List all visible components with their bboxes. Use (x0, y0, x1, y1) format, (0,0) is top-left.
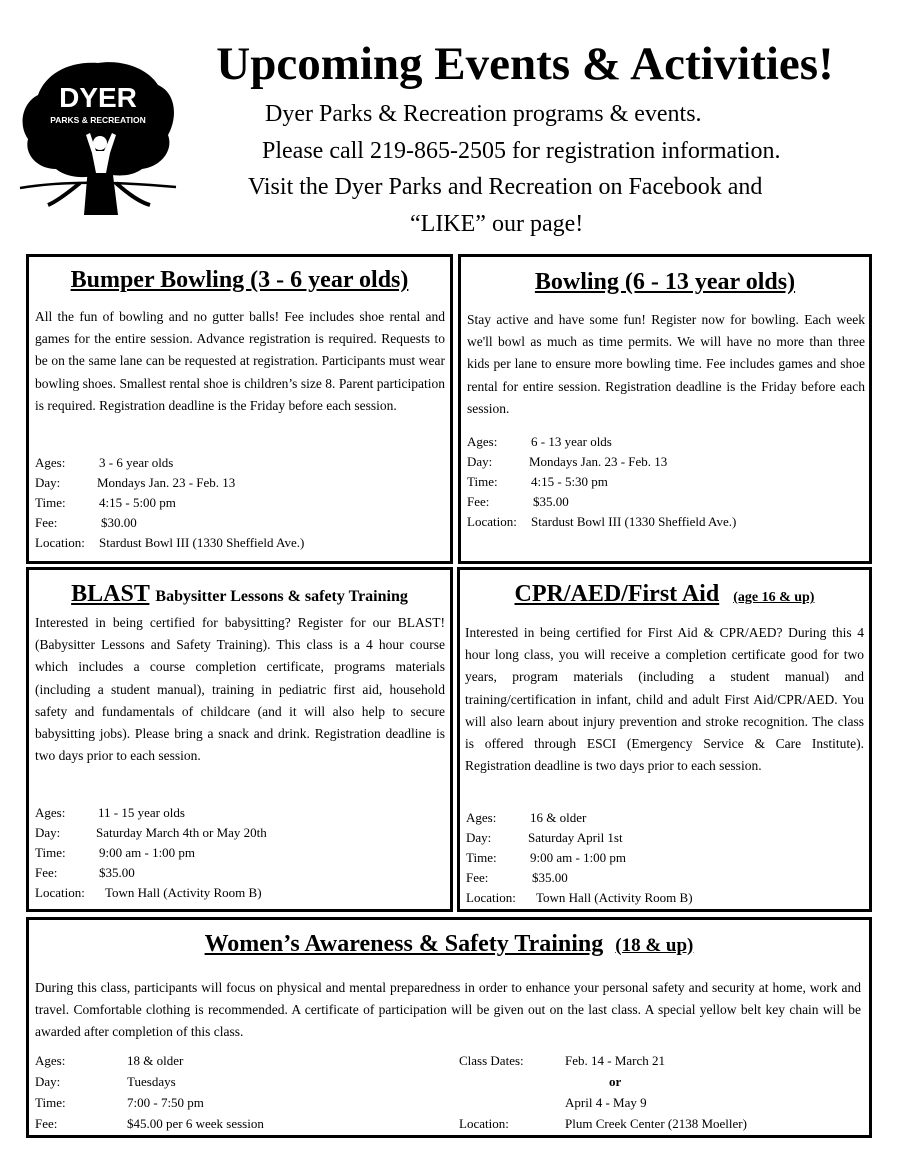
detail-row-ages: Ages: 6 - 13 year olds (467, 434, 612, 449)
detail-row-class-dates-2: April 4 - May 9 (565, 1095, 647, 1110)
detail-row-fee: Fee: $45.00 per 6 week session (35, 1116, 264, 1131)
detail-row-day: Day: Saturday March 4th or May 20th (35, 825, 267, 840)
bumper-bowling-section (26, 254, 453, 564)
bowling-details (467, 432, 865, 532)
detail-row-location: Location: Stardust Bowl III (1330 Sheffield Ave.) (35, 535, 305, 550)
womens-description: During this class, participants will focus on physical and mental preparedness in order to enhance your personal safety and security at home, work and travel. Comfortable clothing is recommended. A certificate of participation will be given out on the last class. A special yellow belt key chain will be awarded after completion of this class. (35, 980, 861, 1040)
detail-row-time: Time: 4:15 - 5:30 pm (467, 474, 608, 489)
womens-details (35, 1051, 455, 1135)
detail-row-location: Location: Stardust Bowl III (1330 Sheffield Ave.) (467, 514, 737, 529)
logo-text-parks: PARKS & RECREATION (50, 115, 146, 125)
blast-details (35, 803, 445, 903)
detail-row-or: or (609, 1074, 622, 1089)
detail-row-location: Location: Town Hall (Activity Room B) (35, 885, 262, 900)
cpr-title: CPR/AED/First Aid (age 16 & up) (514, 581, 815, 607)
cpr-details (466, 808, 864, 908)
detail-row-ages: Ages: 16 & older (466, 810, 587, 825)
detail-row-fee: Fee: $35.00 (35, 865, 135, 880)
blast-description: Interested in being certified for babysitting? Register for our BLAST! (Babysitter Lessons and Safety Training). This class is a 4 hour course which includes a course completion certificate, programs materials (including a student manual), training in pediatric first aid, household safety and fundamentals of childcare (and it will also help to secure babysitting jobs). Please bring a snack and drink. Registration deadline is two days prior to each session. (35, 615, 445, 764)
detail-row-time: Time: 9:00 am - 1:00 pm (35, 845, 196, 860)
detail-row-day: Day: Saturday April 1st (466, 830, 623, 845)
blast-section (26, 567, 453, 912)
womens-title: Women’s Awareness & Safety Training (18 & up) (204, 931, 694, 957)
blast-title: BLAST Babysitter Lessons & safety Training (71, 581, 408, 607)
bowling-title: Bowling (6 - 13 year olds) (534, 269, 796, 295)
detail-row-fee: Fee: $35.00 (467, 494, 569, 509)
detail-row-time: Time: 9:00 am - 1:00 pm (466, 850, 627, 865)
detail-row-time: Time: 7:00 - 7:50 pm (35, 1095, 204, 1110)
detail-row-day: Day: Mondays Jan. 23 - Feb. 13 (467, 454, 668, 469)
detail-row-time: Time: 4:15 - 5:00 pm (35, 495, 176, 510)
header-line-4: “LIKE” our page! (410, 211, 584, 237)
womens-safety-section (26, 917, 872, 1138)
detail-row-location: Location: Plum Creek Center (2138 Moeller) (459, 1116, 747, 1131)
header-line-1: Dyer Parks & Recreation programs & events. (265, 101, 702, 127)
womens-dates-location (459, 1051, 859, 1135)
detail-row-ages: Ages: 3 - 6 year olds (35, 455, 174, 470)
womens-subtitle: (18 & up) (615, 935, 694, 956)
logo-text-dyer: DYER (59, 82, 137, 113)
header-line-3: Visit the Dyer Parks and Recreation on Facebook and (248, 174, 763, 200)
detail-row-day: Day: Tuesdays (35, 1074, 176, 1089)
blast-subtitle: Babysitter Lessons & safety Training (155, 588, 408, 605)
bumper-bowling-title: Bumper Bowling (3 - 6 year olds) (70, 267, 409, 293)
header-line-2: Please call 219-865-2505 for registration information. (262, 138, 781, 164)
dyer-parks-logo (18, 55, 178, 225)
bowling-description: Stay active and have some fun! Register now for bowling. Each week we'll bowl as much as time permits. We will have no more than three kids per lane to ensure more bowling time. Fee includes games and shoe rental for entire session. Registration deadline is the Friday before each session. (467, 312, 865, 416)
page-title: Upcoming Events & Activities! (216, 38, 834, 90)
cpr-section (457, 567, 872, 912)
detail-row-fee: Fee: $35.00 (466, 870, 568, 885)
detail-row-location: Location: Town Hall (Activity Room B) (466, 890, 693, 905)
detail-row-ages: Ages: 18 & older (35, 1053, 184, 1068)
detail-row-fee: Fee: $30.00 (35, 515, 137, 530)
bumper-bowling-description: All the fun of bowling and no gutter balls! Fee includes shoe rental and games for the entire session. Advance registration is required. Requests to be on the same lane can be requested at registration. Participants must wear bowling shoes. Smallest rental shoe is children’s size 8. Parent participation is required. Registration deadline is the Friday before each session. (35, 309, 445, 413)
cpr-subtitle: (age 16 & up) (733, 590, 815, 605)
cpr-description: Interested in being certified for First Aid & CPR/AED? During this 4 hour long class, you will receive a completion certificate good for two years, program materials (including a student manual) and training/certification in infant, child and adult First Aid/CPR/AED. You will also learn about injury prevention and stroke recognition. The class is offered through ESCI (Emergency Service & Care Institute). Registration deadline is two days prior to each session. (465, 625, 864, 774)
bowling-section (458, 254, 872, 564)
detail-row-ages: Ages: 11 - 15 year olds (35, 805, 185, 820)
detail-row-class-dates: Class Dates: Feb. 14 - March 21 (459, 1053, 666, 1068)
bumper-bowling-details (35, 453, 445, 553)
detail-row-day: Day: Mondays Jan. 23 - Feb. 13 (35, 475, 236, 490)
